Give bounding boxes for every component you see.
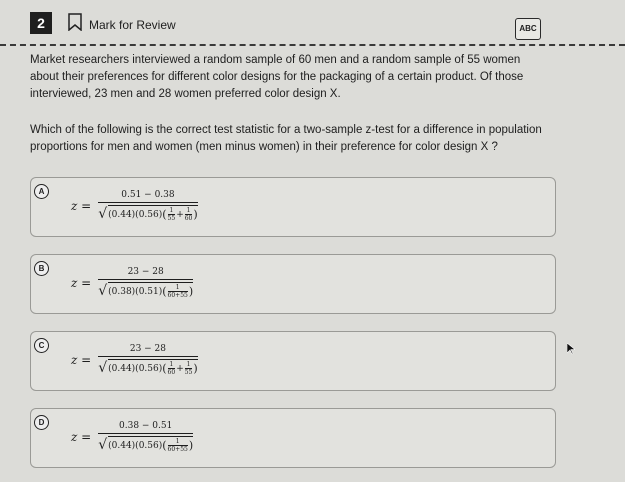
z-label: z = xyxy=(71,276,92,290)
frac-bottom: 60+55 xyxy=(167,292,188,299)
frac-top: 1 xyxy=(186,361,191,368)
formula-p-term: (0.44)(0.56) xyxy=(108,209,163,220)
bookmark-icon[interactable] xyxy=(68,13,82,31)
question-number: 2 xyxy=(30,12,52,34)
option-formula-b: z = 23 − 28 √ (0.38)(0.51) ( 1 60+55 ) xyxy=(71,267,194,299)
question-prompt: Which of the following is the correct test statistic for a two-sample z-test for a difference in population proportions for men and women (men minus women) in their preference for color design X ? xyxy=(30,124,542,153)
frac-bottom: 60 xyxy=(167,369,176,376)
question-passage: Market researchers interviewed a random sample of 60 men and a random sample of 55 women about their preferences for different color designs for the packaging of a certain product. Of those interviewed, 23 men and 28 women preferred color design X. xyxy=(30,54,524,100)
plus-sign: + xyxy=(176,209,184,220)
frac-top: 1 xyxy=(186,207,191,214)
frac-top: 1 xyxy=(175,284,180,291)
option-letter-d: D xyxy=(34,415,49,430)
sqrt-icon: √ xyxy=(98,359,108,376)
frac-bottom: 55 xyxy=(184,369,193,376)
sqrt-icon: √ xyxy=(98,205,108,222)
option-formula-a: z = 0.51 − 0.38 √ (0.44)(0.56) ( 1 55 + $\frac{1}{60}$ ) xyxy=(71,190,198,222)
option-letter-b: B xyxy=(34,261,49,276)
mark-for-review-label[interactable]: Mark for Review xyxy=(89,18,176,32)
option-formula-d: z = 0.38 − 0.51 √ (0.44)(0.56) ( 1 60+55 ) xyxy=(71,421,194,453)
z-label: z = xyxy=(71,353,92,367)
frac-top: 1 xyxy=(175,438,180,445)
answer-option-b[interactable] xyxy=(30,254,556,314)
frac-top: 1 xyxy=(169,207,174,214)
answer-option-c[interactable] xyxy=(30,331,556,391)
answer-option-d[interactable] xyxy=(30,408,556,468)
frac-bottom: 60+55 xyxy=(167,446,188,453)
formula-numerator: 0.38 − 0.51 xyxy=(119,421,173,431)
formula-numerator: 0.51 − 0.38 xyxy=(121,190,175,200)
z-label: z = xyxy=(71,199,92,213)
frac-bottom: 60 xyxy=(184,215,193,222)
sqrt-icon: √ xyxy=(98,436,108,453)
formula-p-term: (0.44)(0.56) xyxy=(108,363,163,374)
z-label: z = xyxy=(71,430,92,444)
formula-numerator: 23 − 28 xyxy=(129,344,167,354)
question-header xyxy=(0,0,625,46)
formula-numerator: 23 − 28 xyxy=(127,267,164,277)
sqrt-icon: √ xyxy=(98,282,108,299)
formula-p-term: (0.38)(0.51) xyxy=(108,286,163,297)
answer-option-a[interactable] xyxy=(30,177,556,237)
option-formula-c: z = 23 − 28 √ (0.44)(0.56) ( 1 60 + $\frac{1}{55}$ ) xyxy=(71,344,198,376)
plus-sign: + xyxy=(176,363,184,374)
answer-eliminator-button[interactable]: ABC xyxy=(515,18,541,40)
frac-top: 1 xyxy=(169,361,174,368)
option-letter-c: C xyxy=(34,338,49,353)
formula-p-term: (0.44)(0.56) xyxy=(108,440,163,451)
option-letter-a: A xyxy=(34,184,49,199)
mouse-cursor-icon xyxy=(567,343,575,355)
frac-bottom: 55 xyxy=(167,215,176,222)
